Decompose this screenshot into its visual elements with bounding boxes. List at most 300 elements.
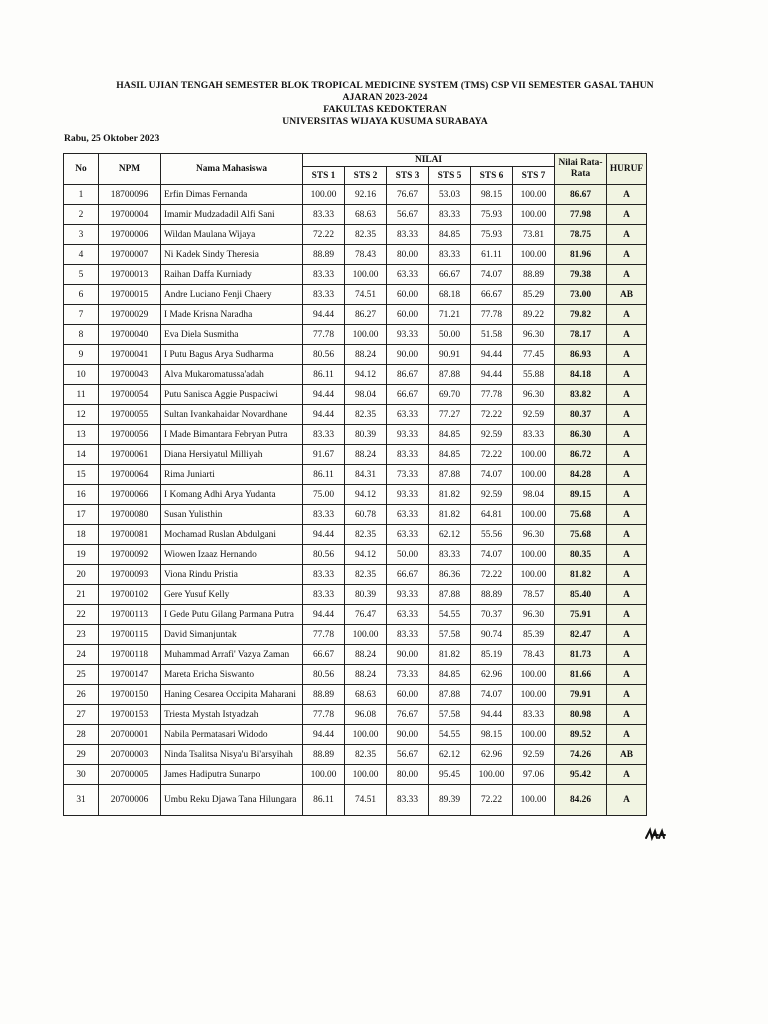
cell-sts-5: 95.45 <box>429 765 471 785</box>
cell-sts-7: 73.81 <box>513 225 555 245</box>
cell-sts-1: 80.56 <box>303 665 345 685</box>
cell-no: 1 <box>64 185 99 205</box>
cell-npm: 19700153 <box>99 705 161 725</box>
cell-huruf: A <box>607 565 647 585</box>
cell-sts-1: 86.11 <box>303 365 345 385</box>
cell-sts-6: 92.59 <box>471 485 513 505</box>
cell-sts-7: 98.04 <box>513 485 555 505</box>
cell-no: 25 <box>64 665 99 685</box>
cell-sts-5: 84.85 <box>429 425 471 445</box>
table-row <box>64 505 647 525</box>
cell-sts-5: 69.70 <box>429 385 471 405</box>
cell-sts-3: 90.00 <box>387 645 429 665</box>
cell-rata: 79.82 <box>555 305 607 325</box>
cell-sts-1: 83.33 <box>303 565 345 585</box>
cell-rata: 79.91 <box>555 685 607 705</box>
cell-nama: Wiowen Izaaz Hernando <box>161 545 303 565</box>
cell-huruf: A <box>607 625 647 645</box>
cell-rata: 89.52 <box>555 725 607 745</box>
cell-sts-7: 96.30 <box>513 325 555 345</box>
cell-npm: 20700001 <box>99 725 161 745</box>
cell-sts-5: 87.88 <box>429 465 471 485</box>
cell-sts-7: 55.88 <box>513 365 555 385</box>
cell-sts-5: 90.91 <box>429 345 471 365</box>
cell-huruf: AB <box>607 745 647 765</box>
cell-npm: 20700003 <box>99 745 161 765</box>
cell-npm: 19700043 <box>99 365 161 385</box>
cell-no: 18 <box>64 525 99 545</box>
cell-sts-2: 84.31 <box>345 465 387 485</box>
cell-rata: 86.30 <box>555 425 607 445</box>
cell-huruf: A <box>607 225 647 245</box>
cell-sts-1: 77.78 <box>303 325 345 345</box>
cell-no: 22 <box>64 605 99 625</box>
cell-huruf: A <box>607 765 647 785</box>
header-sts-5: STS 5 <box>429 167 471 185</box>
cell-huruf: A <box>607 205 647 225</box>
cell-sts-1: 75.00 <box>303 485 345 505</box>
cell-sts-7: 88.89 <box>513 265 555 285</box>
cell-no: 13 <box>64 425 99 445</box>
cell-nama: Nabila Permatasari Widodo <box>161 725 303 745</box>
cell-sts-7: 100.00 <box>513 545 555 565</box>
cell-huruf: A <box>607 525 647 545</box>
cell-sts-1: 88.89 <box>303 245 345 265</box>
cell-nama: Andre Luciano Fenji Chaery <box>161 285 303 305</box>
cell-no: 5 <box>64 265 99 285</box>
cell-nama: Susan Yulisthin <box>161 505 303 525</box>
cell-sts-5: 81.82 <box>429 485 471 505</box>
cell-sts-5: 81.82 <box>429 645 471 665</box>
cell-sts-6: 62.96 <box>471 745 513 765</box>
cell-sts-1: 77.78 <box>303 705 345 725</box>
cell-no: 9 <box>64 345 99 365</box>
cell-sts-3: 73.33 <box>387 465 429 485</box>
header-no: No <box>64 154 99 185</box>
cell-sts-2: 82.35 <box>345 745 387 765</box>
initial-signature <box>644 826 668 842</box>
table-row <box>64 545 647 565</box>
cell-no: 11 <box>64 385 99 405</box>
cell-sts-3: 63.33 <box>387 265 429 285</box>
cell-sts-1: 94.44 <box>303 605 345 625</box>
table-row <box>64 405 647 425</box>
cell-no: 14 <box>64 445 99 465</box>
cell-sts-5: 54.55 <box>429 605 471 625</box>
cell-rata: 79.38 <box>555 265 607 285</box>
cell-huruf: A <box>607 725 647 745</box>
table-row <box>64 665 647 685</box>
cell-sts-3: 60.00 <box>387 685 429 705</box>
header-rata: Nilai Rata-Rata <box>555 154 607 185</box>
cell-sts-7: 100.00 <box>513 665 555 685</box>
header-sts-7: STS 7 <box>513 167 555 185</box>
cell-sts-5: 68.18 <box>429 285 471 305</box>
cell-sts-2: 88.24 <box>345 445 387 465</box>
cell-huruf: A <box>607 405 647 425</box>
cell-sts-5: 54.55 <box>429 725 471 745</box>
cell-sts-7: 85.29 <box>513 285 555 305</box>
cell-nama: Putu Sanisca Aggie Puspaciwi <box>161 385 303 405</box>
cell-huruf: A <box>607 385 647 405</box>
cell-rata: 75.68 <box>555 505 607 525</box>
cell-sts-7: 100.00 <box>513 465 555 485</box>
cell-npm: 19700113 <box>99 605 161 625</box>
cell-sts-6: 74.07 <box>471 265 513 285</box>
cell-sts-1: 94.44 <box>303 405 345 425</box>
cell-rata: 81.66 <box>555 665 607 685</box>
cell-npm: 19700041 <box>99 345 161 365</box>
cell-npm: 19700066 <box>99 485 161 505</box>
cell-npm: 19700061 <box>99 445 161 465</box>
cell-no: 10 <box>64 365 99 385</box>
cell-sts-2: 100.00 <box>345 625 387 645</box>
cell-huruf: A <box>607 665 647 685</box>
cell-sts-6: 92.59 <box>471 425 513 445</box>
cell-sts-2: 100.00 <box>345 265 387 285</box>
cell-sts-3: 93.33 <box>387 585 429 605</box>
cell-sts-5: 83.33 <box>429 245 471 265</box>
title-line-2: AJARAN 2023-2024 <box>342 92 428 103</box>
cell-sts-5: 84.85 <box>429 445 471 465</box>
cell-npm: 19700081 <box>99 525 161 545</box>
cell-huruf: A <box>607 305 647 325</box>
cell-sts-2: 88.24 <box>345 645 387 665</box>
cell-huruf: A <box>607 785 647 816</box>
cell-sts-6: 94.44 <box>471 345 513 365</box>
cell-sts-3: 86.67 <box>387 365 429 385</box>
table-row <box>64 685 647 705</box>
cell-sts-5: 84.85 <box>429 665 471 685</box>
cell-sts-6: 90.74 <box>471 625 513 645</box>
faculty-line: FAKULTAS KEDOKTERAN <box>323 104 447 115</box>
cell-rata: 86.67 <box>555 185 607 205</box>
cell-npm: 19700013 <box>99 265 161 285</box>
cell-nama: Rima Juniarti <box>161 465 303 485</box>
cell-sts-2: 96.08 <box>345 705 387 725</box>
cell-huruf: A <box>607 345 647 365</box>
cell-sts-3: 93.33 <box>387 425 429 445</box>
cell-nama: Muhammad Arrafi' Vazya Zaman <box>161 645 303 665</box>
table-row <box>64 385 647 405</box>
cell-sts-3: 63.33 <box>387 405 429 425</box>
cell-sts-2: 98.04 <box>345 385 387 405</box>
cell-sts-7: 96.30 <box>513 525 555 545</box>
cell-sts-3: 83.33 <box>387 785 429 816</box>
cell-sts-2: 82.35 <box>345 525 387 545</box>
title-line-1: HASIL UJIAN TENGAH SEMESTER BLOK TROPICAL MEDICINE SYSTEM (TMS) CSP VII SEMESTER GASAL TAHUN <box>116 80 654 91</box>
table-row <box>64 245 647 265</box>
cell-sts-2: 94.12 <box>345 545 387 565</box>
exam-date: Rabu, 25 Oktober 2023 <box>64 133 160 144</box>
cell-rata: 83.82 <box>555 385 607 405</box>
table-row <box>64 265 647 285</box>
cell-rata: 78.75 <box>555 225 607 245</box>
cell-huruf: A <box>607 585 647 605</box>
cell-sts-6: 94.44 <box>471 365 513 385</box>
cell-rata: 84.26 <box>555 785 607 816</box>
cell-sts-7: 100.00 <box>513 245 555 265</box>
cell-no: 16 <box>64 485 99 505</box>
cell-sts-3: 73.33 <box>387 665 429 685</box>
cell-npm: 19700055 <box>99 405 161 425</box>
cell-rata: 80.98 <box>555 705 607 725</box>
cell-rata: 77.98 <box>555 205 607 225</box>
cell-sts-6: 74.07 <box>471 545 513 565</box>
header-npm: NPM <box>99 154 161 185</box>
cell-sts-3: 93.33 <box>387 485 429 505</box>
cell-sts-7: 89.22 <box>513 305 555 325</box>
table-row <box>64 365 647 385</box>
cell-no: 29 <box>64 745 99 765</box>
cell-sts-2: 88.24 <box>345 345 387 365</box>
cell-npm: 19700150 <box>99 685 161 705</box>
cell-sts-5: 83.33 <box>429 205 471 225</box>
header-sts-6: STS 6 <box>471 167 513 185</box>
table-row <box>64 725 647 745</box>
cell-huruf: A <box>607 645 647 665</box>
cell-npm: 19700054 <box>99 385 161 405</box>
cell-sts-5: 87.88 <box>429 585 471 605</box>
cell-sts-3: 83.33 <box>387 225 429 245</box>
cell-rata: 78.17 <box>555 325 607 345</box>
cell-sts-3: 93.33 <box>387 325 429 345</box>
table-row <box>64 565 647 585</box>
cell-sts-3: 83.33 <box>387 625 429 645</box>
table-row <box>64 645 647 665</box>
cell-sts-3: 83.33 <box>387 445 429 465</box>
cell-npm: 18700096 <box>99 185 161 205</box>
cell-npm: 19700147 <box>99 665 161 685</box>
cell-npm: 19700064 <box>99 465 161 485</box>
cell-sts-1: 86.11 <box>303 465 345 485</box>
cell-nama: Mochamad Ruslan Abdulgani <box>161 525 303 545</box>
cell-no: 7 <box>64 305 99 325</box>
cell-sts-1: 83.33 <box>303 205 345 225</box>
cell-nama: I Gede Putu Gilang Parmana Putra <box>161 605 303 625</box>
table-row <box>64 345 647 365</box>
cell-nama: David Simanjuntak <box>161 625 303 645</box>
cell-no: 2 <box>64 205 99 225</box>
cell-sts-2: 94.12 <box>345 365 387 385</box>
table-row <box>64 745 647 765</box>
cell-sts-5: 53.03 <box>429 185 471 205</box>
cell-sts-3: 90.00 <box>387 725 429 745</box>
cell-sts-1: 83.33 <box>303 285 345 305</box>
cell-sts-3: 66.67 <box>387 385 429 405</box>
cell-sts-7: 100.00 <box>513 185 555 205</box>
cell-nama: Raihan Daffa Kurniady <box>161 265 303 285</box>
cell-no: 15 <box>64 465 99 485</box>
cell-sts-3: 63.33 <box>387 525 429 545</box>
cell-no: 4 <box>64 245 99 265</box>
cell-nama: I Made Bimantara Febryan Putra <box>161 425 303 445</box>
cell-huruf: A <box>607 505 647 525</box>
cell-huruf: A <box>607 705 647 725</box>
cell-sts-6: 98.15 <box>471 725 513 745</box>
cell-sts-1: 83.33 <box>303 425 345 445</box>
cell-sts-2: 68.63 <box>345 205 387 225</box>
grades-table <box>63 153 647 816</box>
cell-sts-3: 56.67 <box>387 205 429 225</box>
cell-sts-7: 97.06 <box>513 765 555 785</box>
cell-rata: 75.91 <box>555 605 607 625</box>
cell-sts-1: 94.44 <box>303 385 345 405</box>
cell-sts-1: 83.33 <box>303 585 345 605</box>
cell-sts-6: 72.22 <box>471 785 513 816</box>
cell-sts-3: 80.00 <box>387 765 429 785</box>
cell-huruf: A <box>607 485 647 505</box>
cell-sts-1: 83.33 <box>303 505 345 525</box>
cell-huruf: A <box>607 465 647 485</box>
cell-sts-2: 80.39 <box>345 425 387 445</box>
table-row <box>64 765 647 785</box>
cell-rata: 81.82 <box>555 565 607 585</box>
cell-huruf: A <box>607 545 647 565</box>
cell-huruf: AB <box>607 285 647 305</box>
cell-nama: Alva Mukaromatussa'adah <box>161 365 303 385</box>
cell-sts-3: 76.67 <box>387 185 429 205</box>
table-row <box>64 705 647 725</box>
table-row <box>64 465 647 485</box>
cell-sts-6: 74.07 <box>471 685 513 705</box>
cell-rata: 80.35 <box>555 545 607 565</box>
cell-sts-7: 100.00 <box>513 445 555 465</box>
cell-sts-5: 71.21 <box>429 305 471 325</box>
cell-nama: I Komang Adhi Arya Yudanta <box>161 485 303 505</box>
cell-sts-2: 100.00 <box>345 725 387 745</box>
cell-rata: 80.37 <box>555 405 607 425</box>
cell-rata: 81.73 <box>555 645 607 665</box>
cell-no: 26 <box>64 685 99 705</box>
university-line: UNIVERSITAS WIJAYA KUSUMA SURABAYA <box>282 116 488 127</box>
table-row <box>64 285 647 305</box>
cell-rata: 86.93 <box>555 345 607 365</box>
cell-sts-6: 77.78 <box>471 305 513 325</box>
cell-sts-2: 82.35 <box>345 565 387 585</box>
cell-nama: Erfin Dimas Fernanda <box>161 185 303 205</box>
cell-sts-5: 84.85 <box>429 225 471 245</box>
cell-sts-7: 96.30 <box>513 605 555 625</box>
cell-sts-1: 88.89 <box>303 745 345 765</box>
cell-sts-6: 64.81 <box>471 505 513 525</box>
cell-rata: 84.18 <box>555 365 607 385</box>
cell-sts-6: 77.78 <box>471 385 513 405</box>
cell-sts-6: 85.19 <box>471 645 513 665</box>
cell-nama: James Hadiputra Sunarpo <box>161 765 303 785</box>
cell-sts-2: 100.00 <box>345 325 387 345</box>
table-row <box>64 185 647 205</box>
cell-rata: 73.00 <box>555 285 607 305</box>
cell-sts-1: 66.67 <box>303 645 345 665</box>
cell-nama: Viona Rindu Pristia <box>161 565 303 585</box>
cell-npm: 19700029 <box>99 305 161 325</box>
cell-huruf: A <box>607 685 647 705</box>
cell-huruf: A <box>607 605 647 625</box>
cell-huruf: A <box>607 325 647 345</box>
cell-nama: Umbu Reku Djawa Tana Hilungara <box>161 785 303 816</box>
cell-no: 31 <box>64 785 99 816</box>
cell-no: 19 <box>64 545 99 565</box>
cell-sts-6: 72.22 <box>471 405 513 425</box>
cell-sts-5: 86.36 <box>429 565 471 585</box>
cell-nama: Eva Diela Susmitha <box>161 325 303 345</box>
cell-npm: 19700004 <box>99 205 161 225</box>
cell-huruf: A <box>607 185 647 205</box>
cell-sts-7: 100.00 <box>513 505 555 525</box>
cell-rata: 89.15 <box>555 485 607 505</box>
cell-sts-6: 61.11 <box>471 245 513 265</box>
cell-npm: 19700006 <box>99 225 161 245</box>
cell-sts-1: 86.11 <box>303 785 345 816</box>
cell-rata: 74.26 <box>555 745 607 765</box>
cell-npm: 19700015 <box>99 285 161 305</box>
cell-sts-6: 100.00 <box>471 765 513 785</box>
cell-sts-1: 80.56 <box>303 345 345 365</box>
table-row <box>64 205 647 225</box>
cell-sts-5: 89.39 <box>429 785 471 816</box>
cell-sts-7: 83.33 <box>513 425 555 445</box>
cell-sts-3: 60.00 <box>387 305 429 325</box>
cell-sts-5: 87.88 <box>429 365 471 385</box>
cell-sts-6: 94.44 <box>471 705 513 725</box>
cell-sts-7: 78.43 <box>513 645 555 665</box>
cell-nama: Wildan Maulana Wijaya <box>161 225 303 245</box>
cell-rata: 95.42 <box>555 765 607 785</box>
cell-no: 12 <box>64 405 99 425</box>
cell-sts-5: 57.58 <box>429 625 471 645</box>
header-sts-3: STS 3 <box>387 167 429 185</box>
cell-nama: Ni Kadek Sindy Theresia <box>161 245 303 265</box>
cell-npm: 19700115 <box>99 625 161 645</box>
cell-no: 6 <box>64 285 99 305</box>
cell-sts-5: 62.12 <box>429 745 471 765</box>
cell-sts-6: 98.15 <box>471 185 513 205</box>
cell-no: 3 <box>64 225 99 245</box>
cell-sts-7: 77.45 <box>513 345 555 365</box>
table-row <box>64 425 647 445</box>
cell-sts-7: 100.00 <box>513 785 555 816</box>
cell-sts-2: 68.63 <box>345 685 387 705</box>
cell-huruf: A <box>607 265 647 285</box>
cell-sts-1: 77.78 <box>303 625 345 645</box>
cell-sts-5: 87.88 <box>429 685 471 705</box>
header-sts-2: STS 2 <box>345 167 387 185</box>
cell-sts-2: 94.12 <box>345 485 387 505</box>
cell-sts-1: 91.67 <box>303 445 345 465</box>
cell-sts-2: 82.35 <box>345 225 387 245</box>
cell-npm: 20700006 <box>99 785 161 816</box>
cell-sts-7: 96.30 <box>513 385 555 405</box>
cell-sts-3: 76.67 <box>387 705 429 725</box>
cell-sts-3: 50.00 <box>387 545 429 565</box>
cell-sts-7: 100.00 <box>513 565 555 585</box>
cell-sts-3: 63.33 <box>387 505 429 525</box>
cell-nama: Imamir Mudzadadil Alfi Sani <box>161 205 303 225</box>
cell-sts-6: 74.07 <box>471 465 513 485</box>
table-row <box>64 305 647 325</box>
cell-sts-6: 62.96 <box>471 665 513 685</box>
cell-sts-2: 74.51 <box>345 785 387 816</box>
cell-nama: Ninda Tsalitsa Nisya'u Bi'arsyihah <box>161 745 303 765</box>
cell-rata: 86.72 <box>555 445 607 465</box>
cell-npm: 19700056 <box>99 425 161 445</box>
cell-huruf: A <box>607 425 647 445</box>
cell-sts-3: 63.33 <box>387 605 429 625</box>
cell-nama: Haning Cesarea Occipita Maharani <box>161 685 303 705</box>
cell-no: 20 <box>64 565 99 585</box>
cell-nama: Mareta Ericha Siswanto <box>161 665 303 685</box>
